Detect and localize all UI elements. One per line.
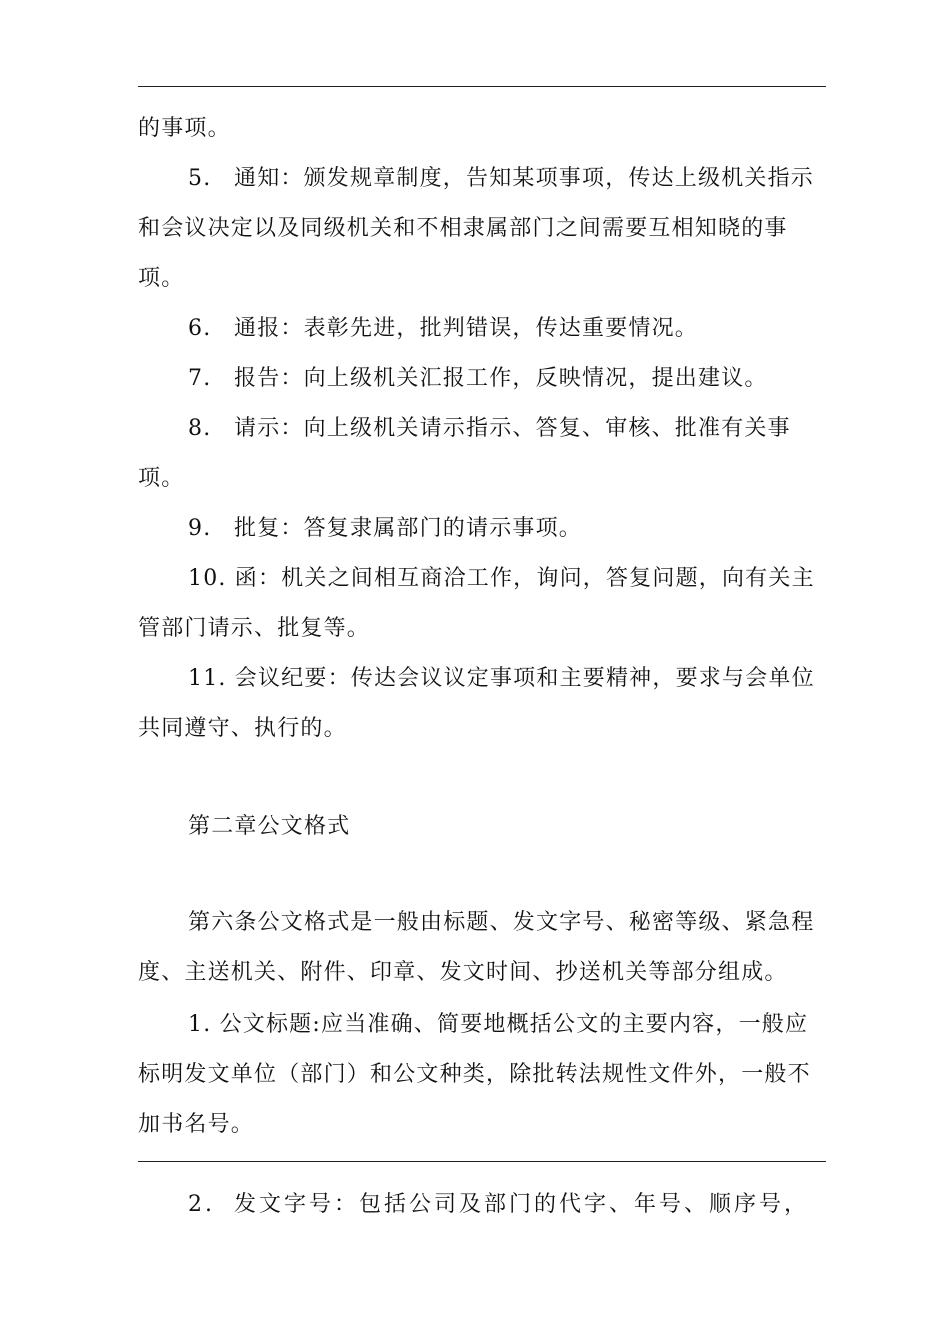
chapter-heading: 第二章公文格式 (188, 814, 351, 839)
item-number: 9. (188, 516, 212, 541)
text-line: 项。 (138, 466, 185, 491)
text-line: 的事项。 (138, 116, 231, 141)
text-line: 度、主送机关、附件、印章、发文时间、抄送机关等部分组成。 (138, 960, 788, 985)
list-item-7 (188, 364, 888, 394)
page-break-rule (138, 1161, 826, 1162)
item-text: 通报：表彰先进，批判错误，传达重要情况。 (234, 316, 699, 341)
item-number: 2. (188, 1192, 215, 1217)
item-number: 6. (188, 316, 212, 341)
list-item-1: 1. 公文标题:应当准确、简要地概括公文的主要内容，一般应 (188, 1012, 809, 1037)
list-item-10: 10. 函：机关之间相互商洽工作，询问，答复问题，向有关主 (188, 566, 815, 591)
text-line: 和会议决定以及同级机关和不相隶属部门之间需要互相知晓的事 (138, 216, 788, 241)
text-line: 标明发文单位（部门）和公文种类，除批转法规性文件外，一般不 (138, 1062, 811, 1087)
item-text: 发文字号：包括公司及部门的代字、年号、顺序号， (234, 1192, 810, 1217)
list-item-11: 11. 会议纪要：传达会议议定事项和主要精神，要求与会单位 (188, 666, 815, 691)
text-line: 项。 (138, 266, 185, 291)
item-text: 批复：答复隶属部门的请示事项。 (234, 516, 583, 541)
list-item-5 (188, 164, 888, 194)
list-item-8 (188, 414, 888, 444)
text-line: 共同遵守、执行的。 (138, 716, 347, 741)
list-item-6 (188, 314, 888, 344)
header-rule (138, 86, 826, 87)
item-number: 8. (188, 416, 212, 441)
item-text: 通知：颁发规章制度，告知某项事项，传达上级机关指示 (234, 166, 815, 191)
text-line: 管部门请示、批复等。 (138, 616, 371, 641)
item-number: 5. (188, 166, 212, 191)
article-six: 第六条公文格式是一般由标题、发文字号、秘密等级、紧急程 (188, 910, 815, 935)
list-item-2 (188, 1190, 888, 1220)
item-text: 报告：向上级机关汇报工作，反映情况，提出建议。 (234, 366, 768, 391)
text-line: 加书名号。 (138, 1112, 255, 1137)
list-item-9 (188, 514, 888, 544)
item-number: 7. (188, 366, 212, 391)
item-text: 请示：向上级机关请示指示、答复、审核、批准有关事 (234, 416, 791, 441)
